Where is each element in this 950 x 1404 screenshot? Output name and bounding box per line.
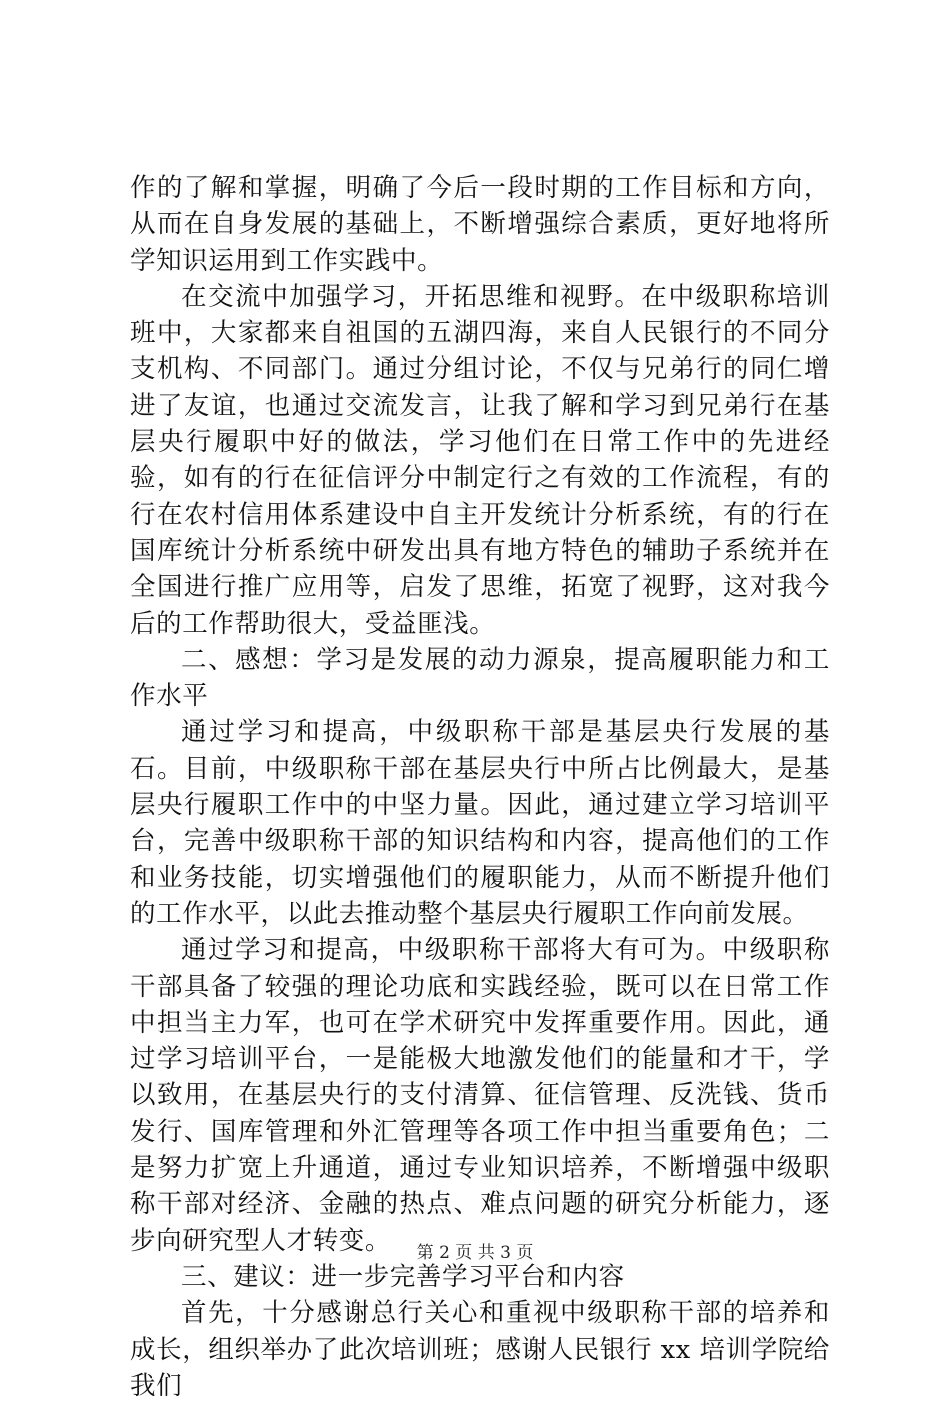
paragraph-2: 在交流中加强学习，开拓思维和视野。在中级职称培训班中，大家都来自祖国的五湖四海，来自人民银行的不同分支机构、不同部门。通过分组讨论，不仅与兄弟行的同仁增进了友谊，也通过交流发言，让我了解和学习到兄弟行在基层央行履职中好的做法，学习他们在日常工作中的先进经验，如有的行在征信评分中制定行之有效的工作流程，有的行在农村信用体系建设中自主开发统计分析系统，有的行在国库统计分析系统中研发出具有地方特色的辅助子系统并在全国进行推广应用等，启发了思维，拓宽了视野，这对我今后的工作帮助很大，受益匪浅。 [130, 281, 830, 639]
paragraph-4: 通过学习和提高，中级职称干部将大有可为。中级职称干部具备了较强的理论功底和实践经验，既可以在日常工作中担当主力军，也可在学术研究中发挥重要作用。因此，通过学习培训平台，一是能极大地激发他们的能量和才干，学以致用，在基层央行的支付清算、征信管理、反洗钱、货币发行、国库管理和外汇管理等各项工作中担当重要角色；二是努力扩宽上升通道，通过专业知识培养，不断增强中级职称干部对经济、金融的热点、难点问题的研究分析能力，逐步向研究型人才转变。 [130, 935, 830, 1256]
document-body [130, 170, 830, 1404]
page-number-footer: 第 2 页 共 3 页 [416, 1243, 534, 1263]
paragraph-5: 首先，十分感谢总行关心和重视中级职称干部的培养和成长，组织举办了此次培训班；感谢人民银行 xx 培训学院给我们 [130, 1298, 830, 1401]
paragraph-1: 作的了解和掌握，明确了今后一段时期的工作目标和方向，从而在自身发展的基础上，不断增强综合素质，更好地将所学知识运用到工作实践中。 [130, 173, 830, 276]
section-heading-2: 二、感想：学习是发展的动力源泉，提高履职能力和工作水平 [130, 644, 830, 712]
paragraph-3: 通过学习和提高，中级职称干部是基层央行发展的基石。目前，中级职称干部在基层央行中所占比例最大，是基层央行履职工作中的中坚力量。因此，通过建立学习培训平台，完善中级职称干部的知识结构和内容，提高他们的工作和业务技能，切实增强他们的履职能力，从而不断提升他们的工作水平，以此去推动整个基层央行履职工作向前发展。 [130, 717, 830, 929]
section-heading-3: 三、建议：进一步完善学习平台和内容 [181, 1261, 625, 1292]
